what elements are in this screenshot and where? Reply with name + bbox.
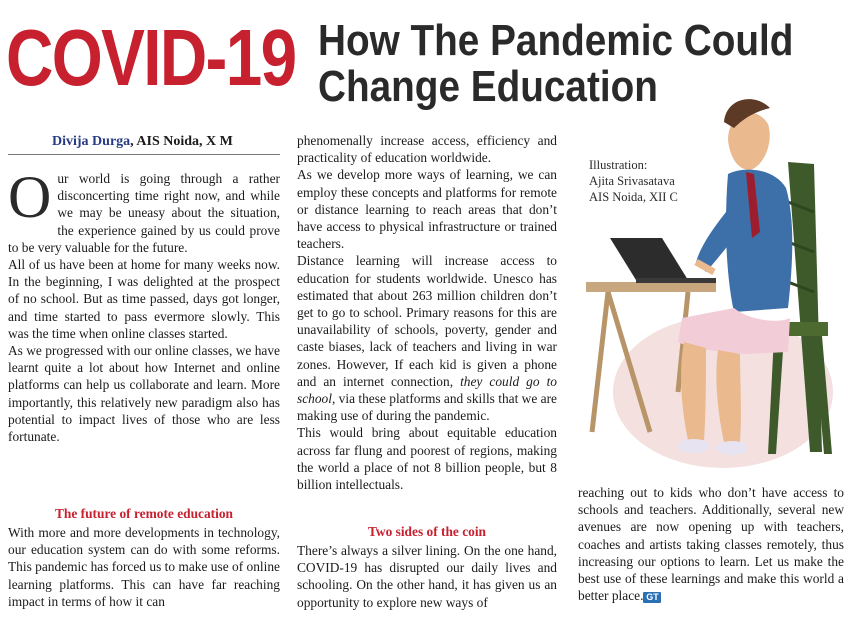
paragraph: As we develop more ways of learning, we can employ these concepts and platforms for remote or distance learning to reach areas that don’t have access to physical infrastructure or trained teachers. (297, 167, 557, 252)
paragraph: phenomenally increase access, efficiency and practicality of education worldwide. (297, 133, 557, 166)
article-column-2 (297, 132, 557, 493)
paragraph: As we progressed with our online classes, we have learnt quite a lot about how Internet and online platforms can help us collaborate and learn. More importantly, this relatively new paradigm also has potential to impact lives of those who are less fortunate. (8, 343, 280, 445)
author-school: , AIS Noida, X M (130, 134, 233, 149)
subhead-two-sides: Two sides of the coin (367, 524, 487, 539)
author-name: Divija Durga (52, 134, 131, 149)
student-laptop-illustration (578, 62, 848, 482)
article-column-1-end (8, 524, 280, 610)
paragraph: With more and more developments in technology, our education system can do with some reforms. This pandemic has forced us to make use of online learning platforms. This can have far reaching impact in terms of how it can (8, 525, 280, 609)
article-column-1 (8, 164, 280, 445)
headline-covid: COVID-19 (6, 13, 296, 102)
paragraph: This would bring about equitable education across far flung and poorest of regions, making the world a place of not 8 billion people, but 8 billion intellectuals. (297, 425, 557, 493)
paragraph-intro: Our world is going through a rather disconcerting time right now, and while we may be uneasy about the situation, the experience gained by us could prove to be very valuable for the future. (8, 164, 280, 255)
headline-line-1: How The Pandemic Could (318, 16, 794, 65)
paragraph: Distance learning will increase access to education for students worldwide. Unesco has estimated that about 263 million children don’t get to go to school. Primary reasons for this are unavailability of schools, poverty, gender and caste biases, lack of teachers and living in war zones. However, If each kid is given a phone and an internet connection, they could go to school, via these platforms and skills that we are making use of during the pandemic. (297, 253, 557, 424)
drop-cap: O (8, 164, 52, 230)
publication-logo: GT (643, 592, 661, 603)
italic-phrase: they could go to school (297, 373, 557, 407)
subhead-remote-education: The future of remote education (54, 506, 234, 521)
paragraph-closing: reaching out to kids who don’t have access to schools and teachers. Additionally, several new avenues are now opening up with teachers, coaches and artists taking classes remotely, thus increasing our options to learn. Let us make the best use of these learnings and make this world a better place. GT (578, 485, 844, 604)
article-column-3 (578, 484, 844, 604)
byline (52, 134, 233, 150)
paragraph: There’s always a silver lining. On the one hand, COVID-19 has disrupted our daily lives and schooling. On the other hand, it has given us an opportunity to explore new ways of (297, 543, 557, 610)
article-column-2-end (297, 542, 557, 611)
byline-rule (8, 154, 280, 155)
headline-line-2: Change Education (318, 62, 658, 111)
illustration-credit: Illustration: Ajita Srivasatava AIS Noida, XII C (589, 158, 678, 204)
paragraph: All of us have been at home for many weeks now. In the beginning, I was delighted at the prospect of no school. But as time passed, days got longer, and time started to pass evermore slowly. This was the time when online classes started. (8, 257, 280, 341)
